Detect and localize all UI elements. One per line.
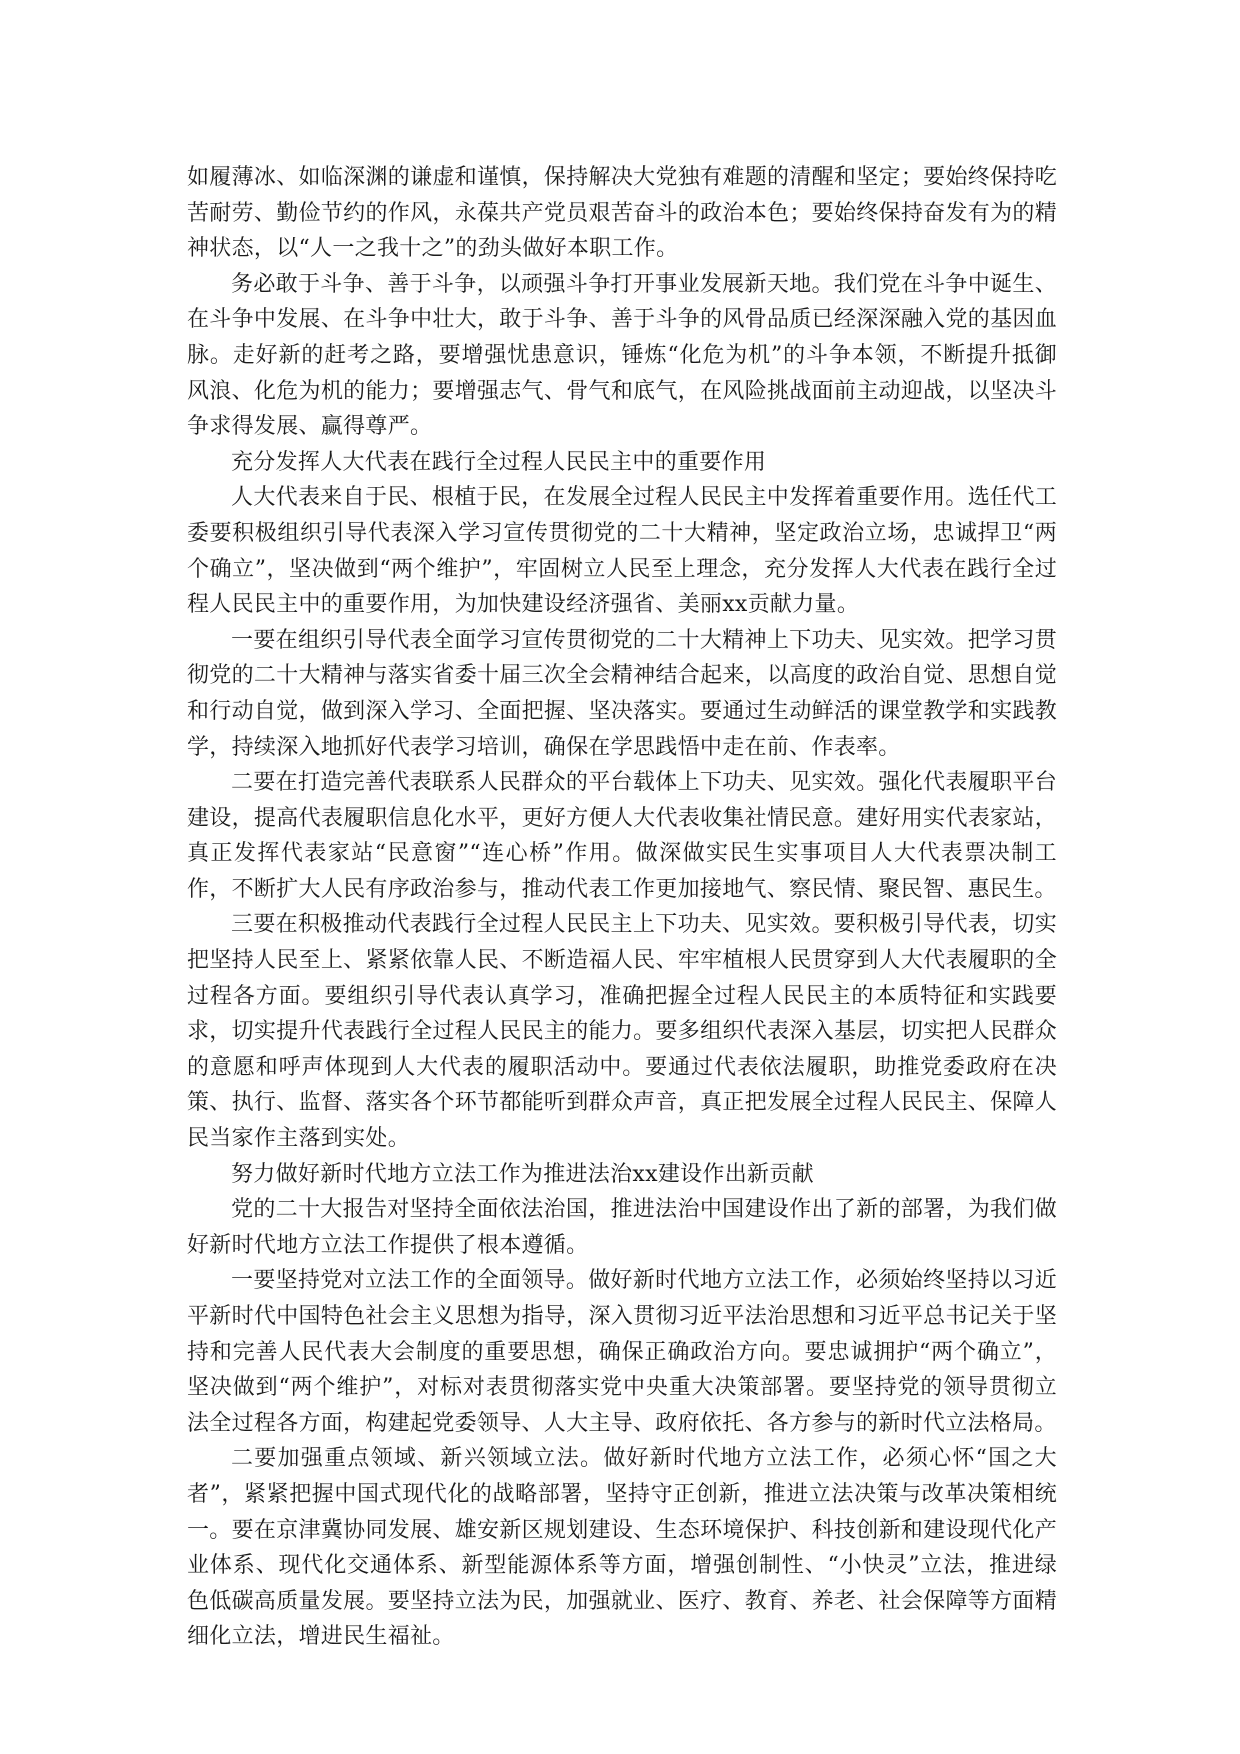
paragraph-struggle: 务必敢于斗争、善于斗争，以顽强斗争打开事业发展新天地。我们党在斗争中诞生、在斗争中发展、在斗争中壮大，敢于斗争、善于斗争的风骨品质已经深深融入党的基因血脉。走好新的赶考之路，要增强忧患意识，锤炼“化危为机”的斗争本领，不断提升抵御风浪、化危为机的能力；要增强志气、骨气和底气，在风险挑战面前主动迎战，以坚决斗争求得发展、赢得尊严。 [187,271,1057,440]
paragraph-deputies-point-3: 三要在积极推动代表践行全过程人民民主上下功夫、见实效。要积极引导代表，切实把坚持人民至上、紧紧依靠人民、不断造福人民、牢牢植根人民贯穿到人大代表履职的全过程各方面。要组织引导代表认真学习，准确把握全过程人民民主的本质特征和实践要求，切实提升代表践行全过程人民民主的能力。要多组织代表深入基层，切实把人民群众的意愿和呼声体现到人大代表的履职活动中。要通过代表依法履职，助推党委政府在决策、执行、监督、落实各个环节都能听到群众声音，真正把发展全过程人民民主、保障人民当家作主落到实处。 [187,912,1057,1152]
paragraph-deputies-point-2: 二要在打造完善代表联系人民群众的平台载体上下功夫、见实效。强化代表履职平台建设，提高代表履职信息化水平，更好方便人大代表收集社情民意。建好用实代表家站，真正发挥代表家站“民意窗”“连心桥”作用。做深做实民生实事项目人大代表票决制工作，不断扩大人民有序政治参与，推动代表工作更加接地气、察民情、聚民智、惠民生。 [187,770,1057,902]
paragraph-continuation: 如履薄冰、如临深渊的谦虚和谨慎，保持解决大党独有难题的清醒和坚定；要始终保持吃苦耐劳、勤俭节约的作风，永葆共产党员艰苦奋斗的政治本色；要始终保持奋发有为的精神状态，以“人一之我十之”的劲头做好本职工作。 [187,165,1057,262]
section-heading-deputies: 充分发挥人大代表在践行全过程人民民主中的重要作用 [231,449,767,475]
paragraph-deputies-intro: 人大代表来自于民、根植于民，在发展全过程人民民主中发挥着重要作用。选任代工委要积极组织引导代表深入学习宣传贯彻党的二十大精神，坚定政治立场，忠诚捍卫“两个确立”，坚决做到“两个维护”，牢固树立人民至上理念，充分发挥人大代表在践行全过程人民民主中的重要作用，为加快建设经济强省、美丽xx贡献力量。 [187,485,1057,618]
paragraph-deputies-point-1: 一要在组织引导代表全面学习宣传贯彻党的二十大精神上下功夫、见实效。把学习贯彻党的二十大精神与落实省委十届三次全会精神结合起来，以高度的政治自觉、思想自觉和行动自觉，做到深入学习、全面把握、坚决落实。要通过生动鲜活的课堂教学和实践教学，持续深入地抓好代表学习培训，确保在学思践悟中走在前、作表率。 [187,627,1057,760]
document-body [187,160,1057,1655]
section-heading-legislation: 努力做好新时代地方立法工作为推进法治xx建设作出新贡献 [231,1161,814,1187]
paragraph-legislation-point-2: 二要加强重点领域、新兴领域立法。做好新时代地方立法工作，必须心怀“国之大者”，紧紧把握中国式现代化的战略部署，坚持守正创新，推进立法决策与改革决策相统一。要在京津冀协同发展、雄安新区规划建设、生态环境保护、科技创新和建设现代化产业体系、现代化交通体系、新型能源体系等方面，增强创制性、“小快灵”立法，推进绿色低碳高质量发展。要坚持立法为民，加强就业、医疗、教育、养老、社会保障等方面精细化立法，增进民生福祉。 [187,1446,1057,1650]
paragraph-legislation-intro: 党的二十大报告对坚持全面依法治国，推进法治中国建设作出了新的部署，为我们做好新时代地方立法工作提供了根本遵循。 [187,1197,1057,1258]
paragraph-legislation-point-1: 一要坚持党对立法工作的全面领导。做好新时代地方立法工作，必须始终坚持以习近平新时代中国特色社会主义思想为指导，深入贯彻习近平法治思想和习近平总书记关于坚持和完善人民代表大会制度的重要思想，确保正确政治方向。要忠诚拥护“两个确立”，坚决做到“两个维护”，对标对表贯彻落实党中央重大决策部署。要坚持党的领导贯彻立法全过程各方面，构建起党委领导、人大主导、政府依托、各方参与的新时代立法格局。 [187,1268,1057,1436]
